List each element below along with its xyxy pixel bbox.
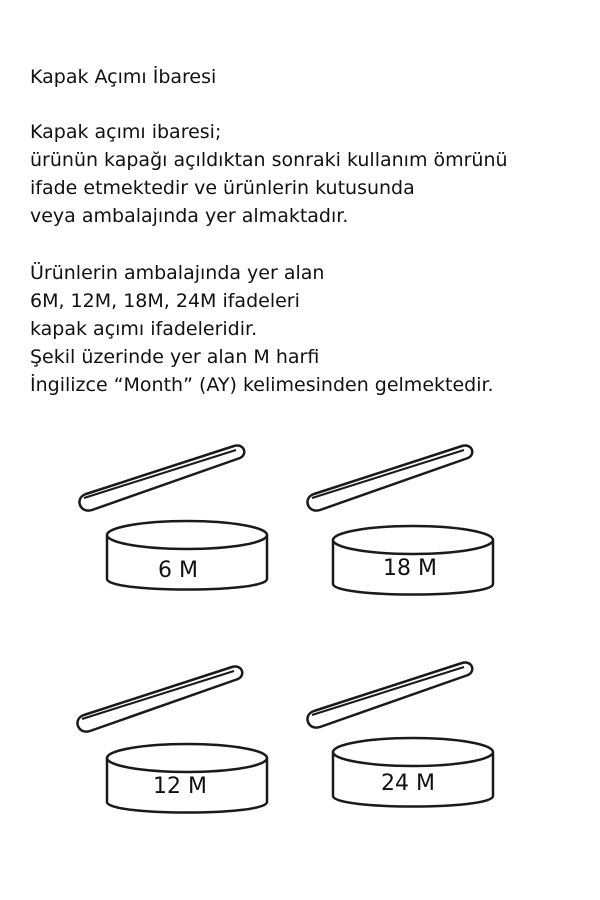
paragraph-line: ifade etmektedir ve ürünlerin kutusunda — [30, 177, 415, 199]
paragraph-definition — [30, 118, 508, 230]
paragraph-line: 6M, 12M, 18M, 24M ifadeleri — [30, 290, 300, 312]
pao-label: 12 M — [153, 774, 207, 799]
pao-label: 24 M — [381, 771, 435, 796]
paragraph-explanation — [30, 259, 494, 399]
pao-jar-icon-6m — [79, 445, 267, 589]
paragraph-line: veya ambalajında yer almaktadır. — [30, 205, 349, 227]
pao-jar-icon-18m — [307, 445, 493, 594]
document-title: Kapak Açımı İbaresi — [30, 66, 217, 88]
pao-label: 6 M — [158, 558, 198, 583]
paragraph-line: Kapak açımı ibaresi; — [30, 121, 222, 143]
paragraph-line: Şekil üzerinde yer alan M harfi — [30, 346, 320, 368]
paragraph-line: Ürünlerin ambalajında yer alan — [30, 262, 325, 284]
paragraph-line: ürünün kapağı açıldıktan sonraki kullanım ömrünü — [30, 149, 508, 171]
pao-label: 18 M — [383, 556, 437, 581]
pao-jar-icon-12m — [77, 666, 267, 812]
pao-icons-grid — [0, 420, 600, 860]
paragraph-line: kapak açımı ifadeleridir. — [30, 318, 258, 340]
paragraph-line: İngilizce “Month” (AY) kelimesinden gelmektedir. — [30, 374, 494, 396]
pao-jar-icon-24m — [307, 662, 493, 806]
pao-icons-svg — [0, 420, 600, 860]
